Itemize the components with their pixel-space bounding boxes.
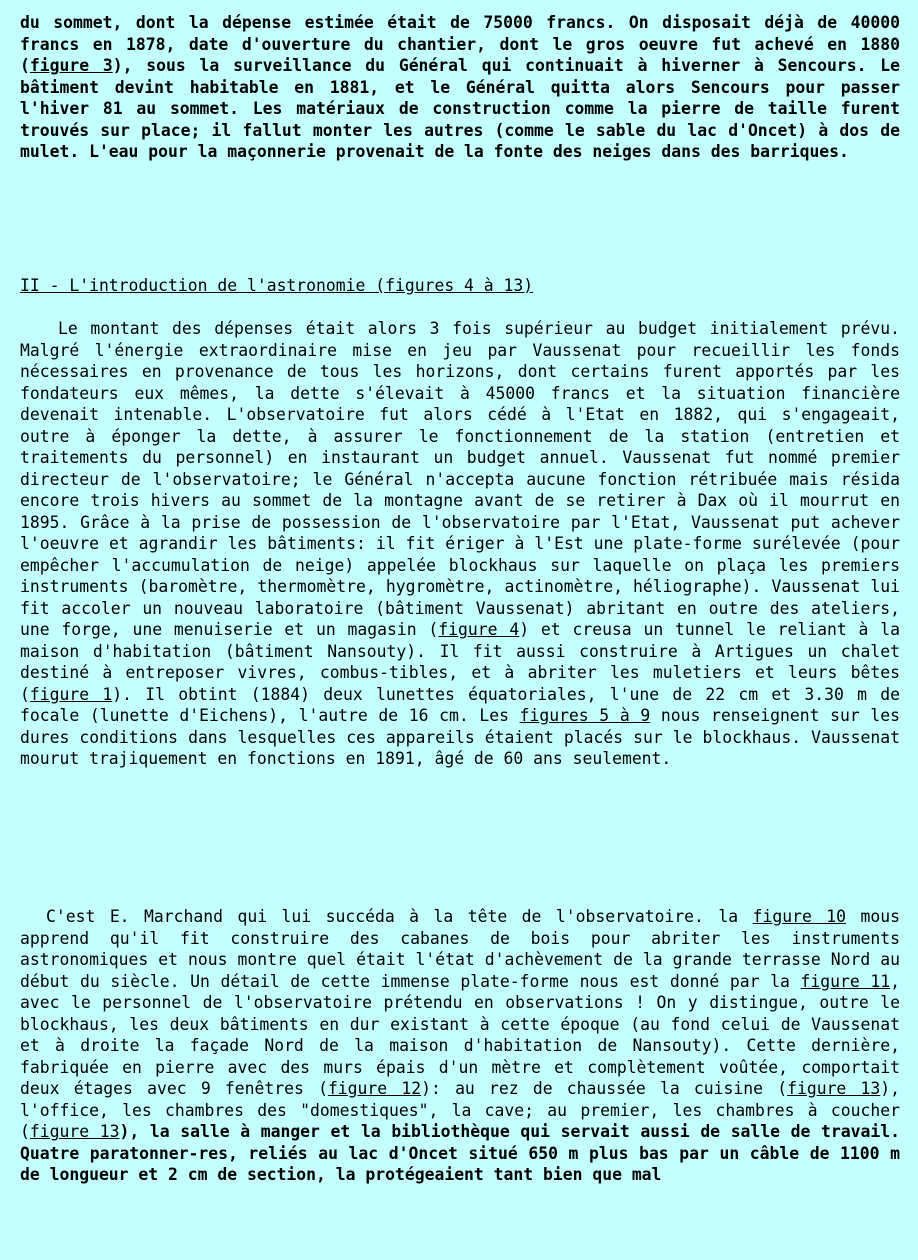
para1-text-2: ), sous la surveillance du Général qui continuait à hiverner à Sencours. Le bâtiment devint habitable en 1881, et le Général quitta alors Sencours pour passer l'hiver 81 au sommet. Les matériaux de construction comme la pierre de taille furent trouvés sur place; il fallut monter les autres (comme le sable du lac d'Oncet) à dos de mulet. L'eau pour la maçonnerie provenait de la fonte des neiges dans des barriques. [20,56,900,161]
para3-text-3: , avec le personnel de l'observatoire prétendu en observations ! On y distingue, outre le blockhaus, les deux bâtiments en dur existant à cette époque (au fond celui de Vaussenat et à droite la façade Nord de la maison d'habitation de Nansouty). Cette dernière, fabriquée en pierre avec des murs épais d'un mètre et complètement voûtée, comportait deux étages avec 9 fenêtres ( [20,971,900,1098]
para3-text-4: ): au rez de chaussée la cuisine ( [421,1079,788,1098]
figure-4-link[interactable]: figure 4 [438,620,520,639]
para3-text-1: C'est E. Marchand qui lui succéda à la tête de l'observatoire. la [46,907,753,926]
figure-3-link[interactable]: figure 3 [29,56,113,75]
paragraph-construction [20,12,900,163]
figures-5-9-link[interactable]: figures 5 à 9 [519,706,651,725]
section-heading-text: II - L'introduction de l'astronomie (figures 4 à 13) [20,276,534,295]
figure-12-link[interactable]: figure 12 [327,1079,422,1098]
figure-13-link-a[interactable]: figure 13 [787,1079,881,1098]
para2-text-1: Le montant des dépenses était alors 3 fois supérieur au budget initialement prévu. Malgré l'énergie extraordinaire mise en jeu par Vaussenat pour recueillir les fonds nécessaires en provenance de tous les horizons, dont certains furent apportés par les fondateurs eux mêmes, la dette s'élevait à 45000 francs et la situation financière devenait intenable. L'observatoire fut alors cédé à l'Etat en 1882, qui s'engageait, outre à éponger la dette, à assurer le fonctionnement de la station (entretien et traitements du personnel) en instaurant un budget annuel. Vaussenat fut nommé premier directeur de l'observatoire; le Général n'accepta aucune fonction rétribuée mais résida encore trois hivers au sommet de la montagne avant de se retirer à Dax où il mourrut en 1895. Grâce à la prise de possession de l'observatoire par l'Etat, Vaussenat put achever l'oeuvre et agrandir les bâtiments: il fit ériger à l'Est une plate-forme surélevée (pour empêcher l'accumulation de neige) appelée blockhaus sur laquelle on plaça les premiers instruments (baromètre, thermomètre, hygromètre, actinomètre, héliographe). Vaussenat lui fit accoler un nouveau laboratoire (bâtiment Vaussenat) abritant en outre des ateliers, une forge, une menuiserie et un magasin ( [20,319,900,639]
figure-11-link[interactable]: figure 11 [800,971,891,991]
para3-text-5: ), l'office, les chambres des "domestiques", la cave; au premier, les chambres à coucher ( [20,1079,901,1141]
paragraph-marchand [20,906,900,1186]
para3-text-6: ), la salle à manger et la bibliothèque qui servait aussi de salle de travail. Quatre paratonner-res, reliés au lac d'Oncet situé 650 m plus bas par un câble de 1100 m de longueur et 2 cm de section, la protégeaient tant bien que mal [20,1122,900,1184]
figure-10-link[interactable]: figure 10 [752,907,847,926]
para2-text-2: ) et creusa un tunnel le reliant à la maison d'habitation (bâtiment Nansouty). Il fit aussi construire à Artigues un chalet destiné à entreposer vivres, combus-tibles, et à abriter les muletiers et leurs bêtes ( [20,620,900,704]
figure-1-link[interactable]: figure 1 [29,684,113,704]
para2-text-3: ). Il obtint (1884) deux lunettes équatoriales, l'une de 22 cm et 3.30 m de focale (lunette d'Eichens), l'autre de 16 cm. Les [20,684,900,725]
section-heading [20,275,900,297]
figure-13-link-b[interactable]: figure 13 [29,1122,120,1141]
para2-text-4: nous renseignent sur les dures conditions dans lesquelles ces appareils étaient placés sur le blockhaus. Vaussenat mourut trajiquement en fonctions en 1891, âgé de 60 ans seulement. [20,706,900,768]
paragraph-astronomy-intro [20,318,900,770]
para3-text-2: mous apprend qu'il fit construire des cabanes de bois pour abriter les instruments astronomiques et nous montre quel était l'état d'achèvement de la grande terrasse Nord au début du siècle. Un détail de cette immense plate-forme nous est donné par la [20,907,901,991]
para1-text: du sommet, dont la dépense estimée était de 75000 francs. On disposait déjà de 40000 francs en 1878, date d'ouverture du chantier, dont le gros oeuvre fut achevé en 1880 ( [20,13,900,75]
